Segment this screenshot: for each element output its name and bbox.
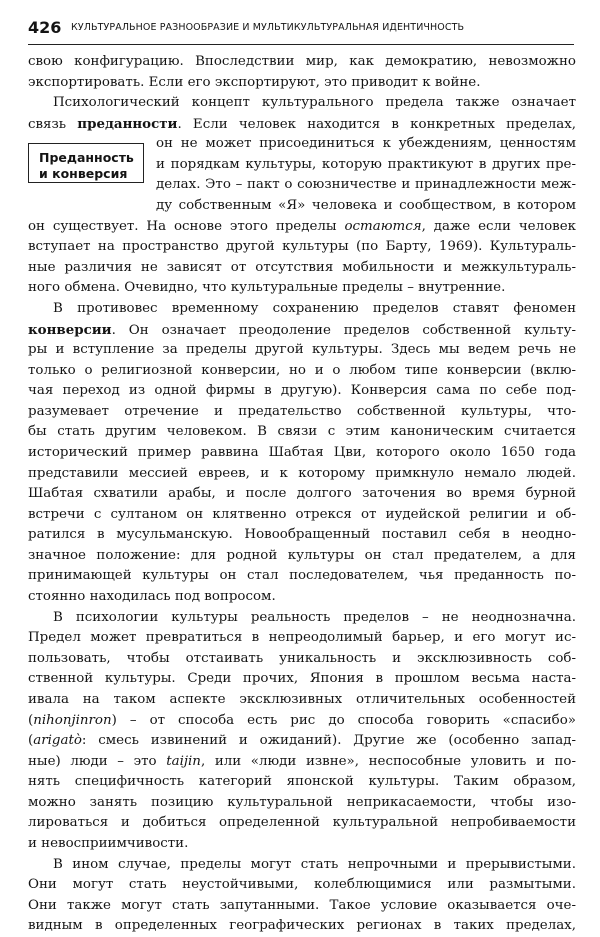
text-line: Шабтая схватили арабы, и после долгого заточения во время бурной (28, 486, 576, 502)
margin-note-line-1: Преданность (39, 150, 134, 165)
text-line: и порядкам культуры, которую практикуют в других пре- (156, 156, 576, 172)
text-line: ного обмена. Очевидно, что культуральные пределы – внутренние. (28, 280, 506, 296)
text-line: вступает на пространство другой культуры (по Барту, 1969). Культураль- (28, 239, 576, 255)
text-line: значное положение: для родной культуры он стал предателем, а для (28, 547, 576, 563)
text-line: разумевает отречение и предательство собственной культуры, что- (28, 403, 576, 419)
text-line: стоянно находилась под вопросом. (28, 589, 276, 605)
text-line: ивала на таком аспекте эксклюзивных отличительных особенностей (28, 691, 576, 707)
text-line: (arigatò: смесь извинений и ожиданий). Другие же (особенно запад- (28, 733, 576, 749)
paragraph-start-line: В противовес временному сохранению пределов ставят феномен (53, 300, 576, 316)
italic-term: остаются (344, 218, 422, 234)
text-line: ные различия не зависят от отсутствия мобильности и межкультураль- (28, 259, 576, 275)
running-title: КУЛЬТУРАЛЬНОЕ РАЗНООБРАЗИЕ И МУЛЬТИКУЛЬТУРАЛЬНАЯ ИДЕНТИЧНОСТЬ (71, 22, 465, 33)
text-line: и невосприимчивости. (28, 835, 189, 851)
italic-term: taijin (166, 753, 201, 769)
text-line: ратился в мусульманскую. Новообращенный поставил себя в неодно- (28, 527, 576, 543)
text-line: принимающей культуры он стал последователем, чья преданность по- (28, 568, 576, 584)
text-line: пользовать, чтобы отстаивать уникальность и эксклюзивность соб- (28, 650, 576, 666)
text-line: Они также могут стать запутанными. Такое условие оказывается оче- (28, 897, 576, 913)
text-line: исторический пример раввина Шабтая Цви, которого около 1650 года (28, 444, 576, 460)
text-line: лироваться и добиться определенной культуральной непробиваемости (28, 815, 576, 831)
text-line: видным в определенных географических регионах в таких пределах, (28, 918, 576, 934)
text-line: конверсии. Он означает преодоление пределов собственной культу- (28, 321, 576, 338)
text-line: экспортировать. Если его экспортируют, это приводит к войне. (28, 74, 481, 90)
text-line: свою конфигурацию. Впоследствии мир, как демократию, невозможно (28, 54, 576, 69)
bold-term: преданности (77, 115, 178, 132)
margin-note-line-2: и конверсия (39, 166, 128, 181)
text-line: ные) люди – это taijin, или «люди извне», неспособные уловить и по- (28, 753, 576, 769)
paragraph-start-line: В психологии культуры реальность пределов – не неоднозначна. (53, 609, 576, 625)
body-text (28, 52, 576, 937)
text-line: ственной культуры. Среди прочих, Япония в прошлом весьма наста- (28, 671, 576, 687)
text-line: делах. Это – пакт о союзничестве и принадлежности меж- (156, 177, 576, 193)
text-line: он не может присоединиться к убеждениям, ценностям (156, 136, 576, 152)
text-line: Предел может превратиться в непреодолимый барьер, и его могут ис- (28, 630, 576, 646)
text-line: Они могут стать неустойчивыми, колеблющимися или размытыми. (28, 877, 576, 893)
text-line: представили мессией евреев, и к которому примкнуло немало людей. (28, 465, 576, 481)
paragraph-start-line: В ином случае, пределы могут стать непрочными и прерывистыми. (53, 856, 576, 872)
page-number: 426 (28, 18, 62, 37)
text-line: можно занять позицию культуральной неприкасаемости, чтобы изо- (28, 794, 576, 810)
text-line: только о религиозной конверсии, но и о любом типе конверсии (вклю- (28, 362, 576, 378)
italic-term: arigatò (33, 733, 82, 749)
text-line: связь преданности. Если человек находится в конкретных пределах, (28, 115, 577, 132)
text-line: бы стать другим человеком. В связи с этим каноническим считается (28, 424, 576, 440)
italic-term: nihonjinron (33, 712, 112, 728)
text-line: он существует. На основе этого пределы остаются, даже если человек (28, 218, 577, 234)
text-line: нять специфичность категорий японской культуры. Таким образом, (28, 774, 576, 790)
text-line: чая переход из одной фирмы в другую). Конверсия сама по себе под- (28, 383, 576, 399)
text-line: ду собственным «Я» человека и сообществом, в котором (156, 198, 576, 214)
paragraph-start-line: Психологический концепт культурального предела также означает (53, 95, 576, 111)
text-line: встречи с султаном он клятвенно отрекся от иудейской религии и об- (28, 506, 576, 522)
page-header (28, 16, 574, 45)
text-line: ры и вступление за пределы другой культуры. Здесь мы ведем речь не (28, 342, 576, 358)
text-line: (nihonjinron) – от способа есть рис до способа говорить «спасибо» (28, 712, 576, 728)
bold-term: конверсии (28, 321, 112, 338)
